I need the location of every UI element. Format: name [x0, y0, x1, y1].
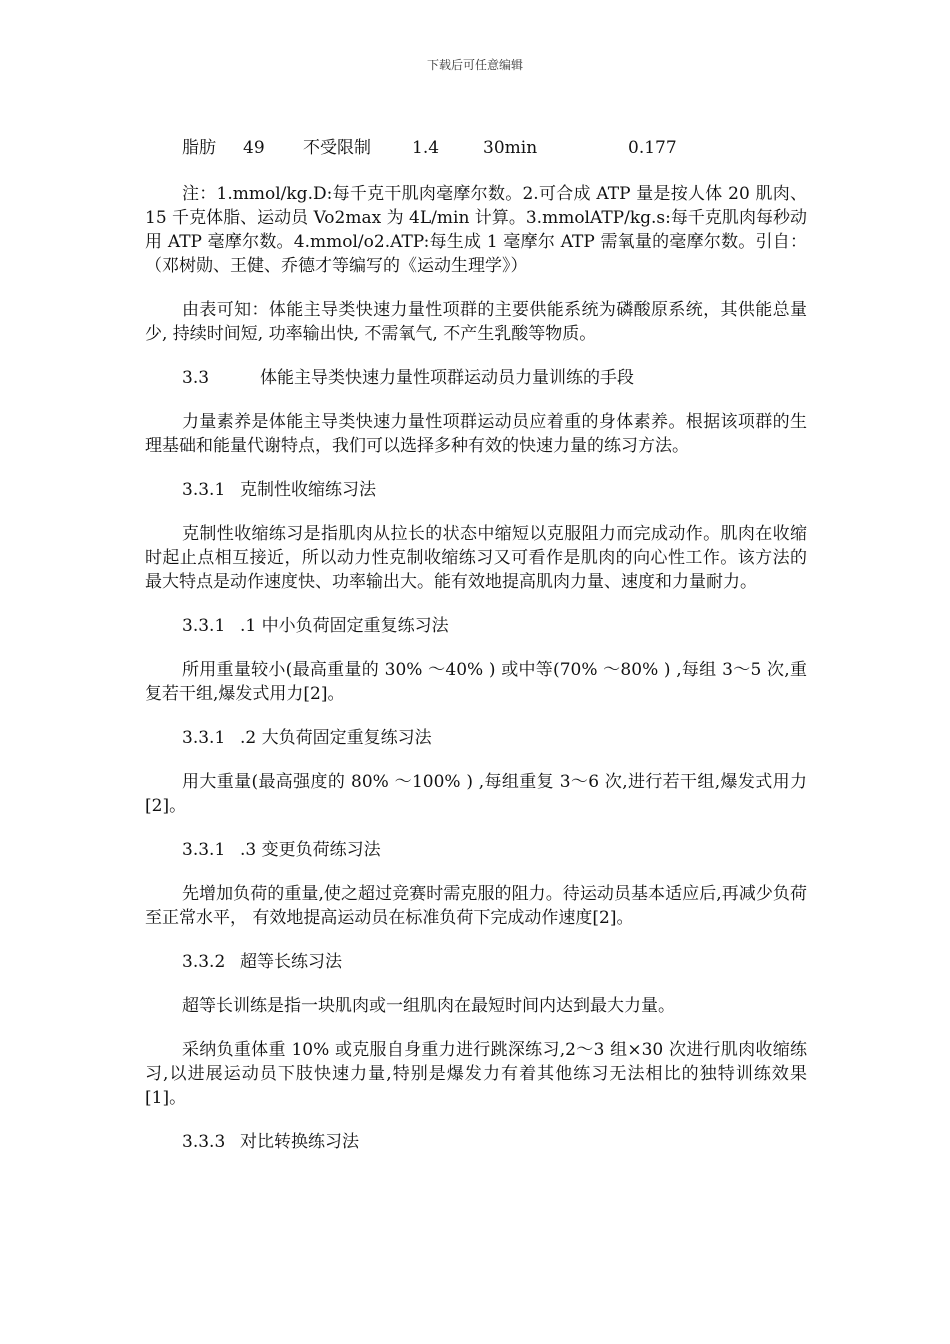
section-heading-3-3-1-3	[145, 838, 807, 862]
table-cell-value: 49	[243, 138, 265, 158]
section-title: 超等长练习法	[240, 952, 342, 972]
section-number: 3.3.1	[182, 840, 226, 860]
section-number: 3.3.1	[182, 728, 226, 748]
section-title: 体能主导类快速力量性项群运动员力量训练的手段	[260, 368, 634, 388]
section-title: 对比转换练习法	[240, 1132, 359, 1152]
section-number: 3.3	[182, 368, 210, 388]
section-heading-3-3	[145, 366, 807, 390]
page-header: 下载后可任意编辑	[426, 58, 523, 72]
section-heading-3-3-1-2	[145, 726, 807, 750]
section-number: 3.3.3	[182, 1132, 226, 1152]
section-number: 3.3.1	[182, 480, 226, 500]
paragraph-summary: 由表可知：体能主导类快速力量性项群的主要供能系统为磷酸原系统，其供能总量少, 持续时间短, 功率输出快, 不需氧气, 不产生乳酸等物质。	[145, 300, 807, 344]
table-note: 注：1.mmol/kg.D:每千克干肌肉毫摩尔数。2.可合成 ATP 量是按人体 20 肌肉、15 千克体脂、运动员 Vo2max 为 4L/min 计算。3.mmolATP/kg.s:每千克肌肉每秒动用 ATP 毫摩尔数。4.mmol/o2.ATP:每生成 1 毫摩尔 ATP 需氧量的毫摩尔数。引自：（邓树勋、王健、乔德才等编写的《运动生理学》）	[145, 184, 807, 276]
section-heading-3-3-1-1	[145, 614, 807, 638]
section-title: .3 变更负荷练习法	[240, 840, 381, 860]
paragraph-strength: 力量素养是体能主导类快速力量性项群运动员应着重的身体素养。根据该项群的生理基础和能量代谢特点，我们可以选择多种有效的快速力量的练习方法。	[145, 412, 807, 456]
section-heading-3-3-2	[145, 950, 807, 974]
table-cell-rate: 1.4	[412, 138, 440, 158]
table-row	[145, 136, 807, 162]
paragraph-plyometric-def: 超等长训练是指一块肌肉或一组肌肉在最短时间内达到最大力量。	[182, 996, 675, 1016]
section-title: .1 中小负荷固定重复练习法	[240, 616, 449, 636]
paragraph-concentric: 克制性收缩练习是指肌肉从拉长的状态中缩短以克服阻力而完成动作。肌肉在收缩时起止点相互接近，所以动力性克制收缩练习又可看作是肌肉的向心性工作。该方法的最大特点是动作速度快、功率输出大。能有效地提高肌肉力量、速度和力量耐力。	[145, 524, 807, 592]
paragraph-heavy-load: 用大重量(最高强度的 80% ～100% ) ,每组重复 3～6 次,进行若干组,爆发式用力[2]。	[145, 772, 807, 816]
table-cell-type: 脂肪	[182, 138, 216, 158]
section-number: 3.3.2	[182, 952, 226, 972]
section-heading-3-3-1	[145, 478, 807, 502]
section-number: 3.3.1	[182, 616, 226, 636]
document-body	[145, 136, 807, 1174]
paragraph-light-load: 所用重量较小(最高重量的 30% ～40% ) 或中等(70% ～80% ) ,每组 3～5 次,重复若干组,爆发式用力[2]。	[145, 660, 807, 704]
section-title: .2 大负荷固定重复练习法	[240, 728, 432, 748]
paragraph-plyometric-method: 采纳负重体重 10% 或克服自身重力进行跳深练习,2～3 组×30 次进行肌肉收缩练习,以进展运动员下肢快速力量,特别是爆发力有着其他练习无法相比的独特训练效果[1]。	[145, 1040, 807, 1108]
paragraph-variable-load: 先增加负荷的重量,使之超过竞赛时需克服的阻力。待运动员基本适应后,再减少负荷至正常水平， 有效地提高运动员在标准负荷下完成动作速度[2]。	[145, 884, 807, 928]
table-cell-ratio: 0.177	[628, 138, 677, 158]
table-cell-duration: 30min	[483, 138, 538, 158]
section-heading-3-3-3	[145, 1130, 807, 1154]
section-title: 克制性收缩练习法	[240, 480, 376, 500]
table-cell-total: 不受限制	[303, 138, 371, 158]
